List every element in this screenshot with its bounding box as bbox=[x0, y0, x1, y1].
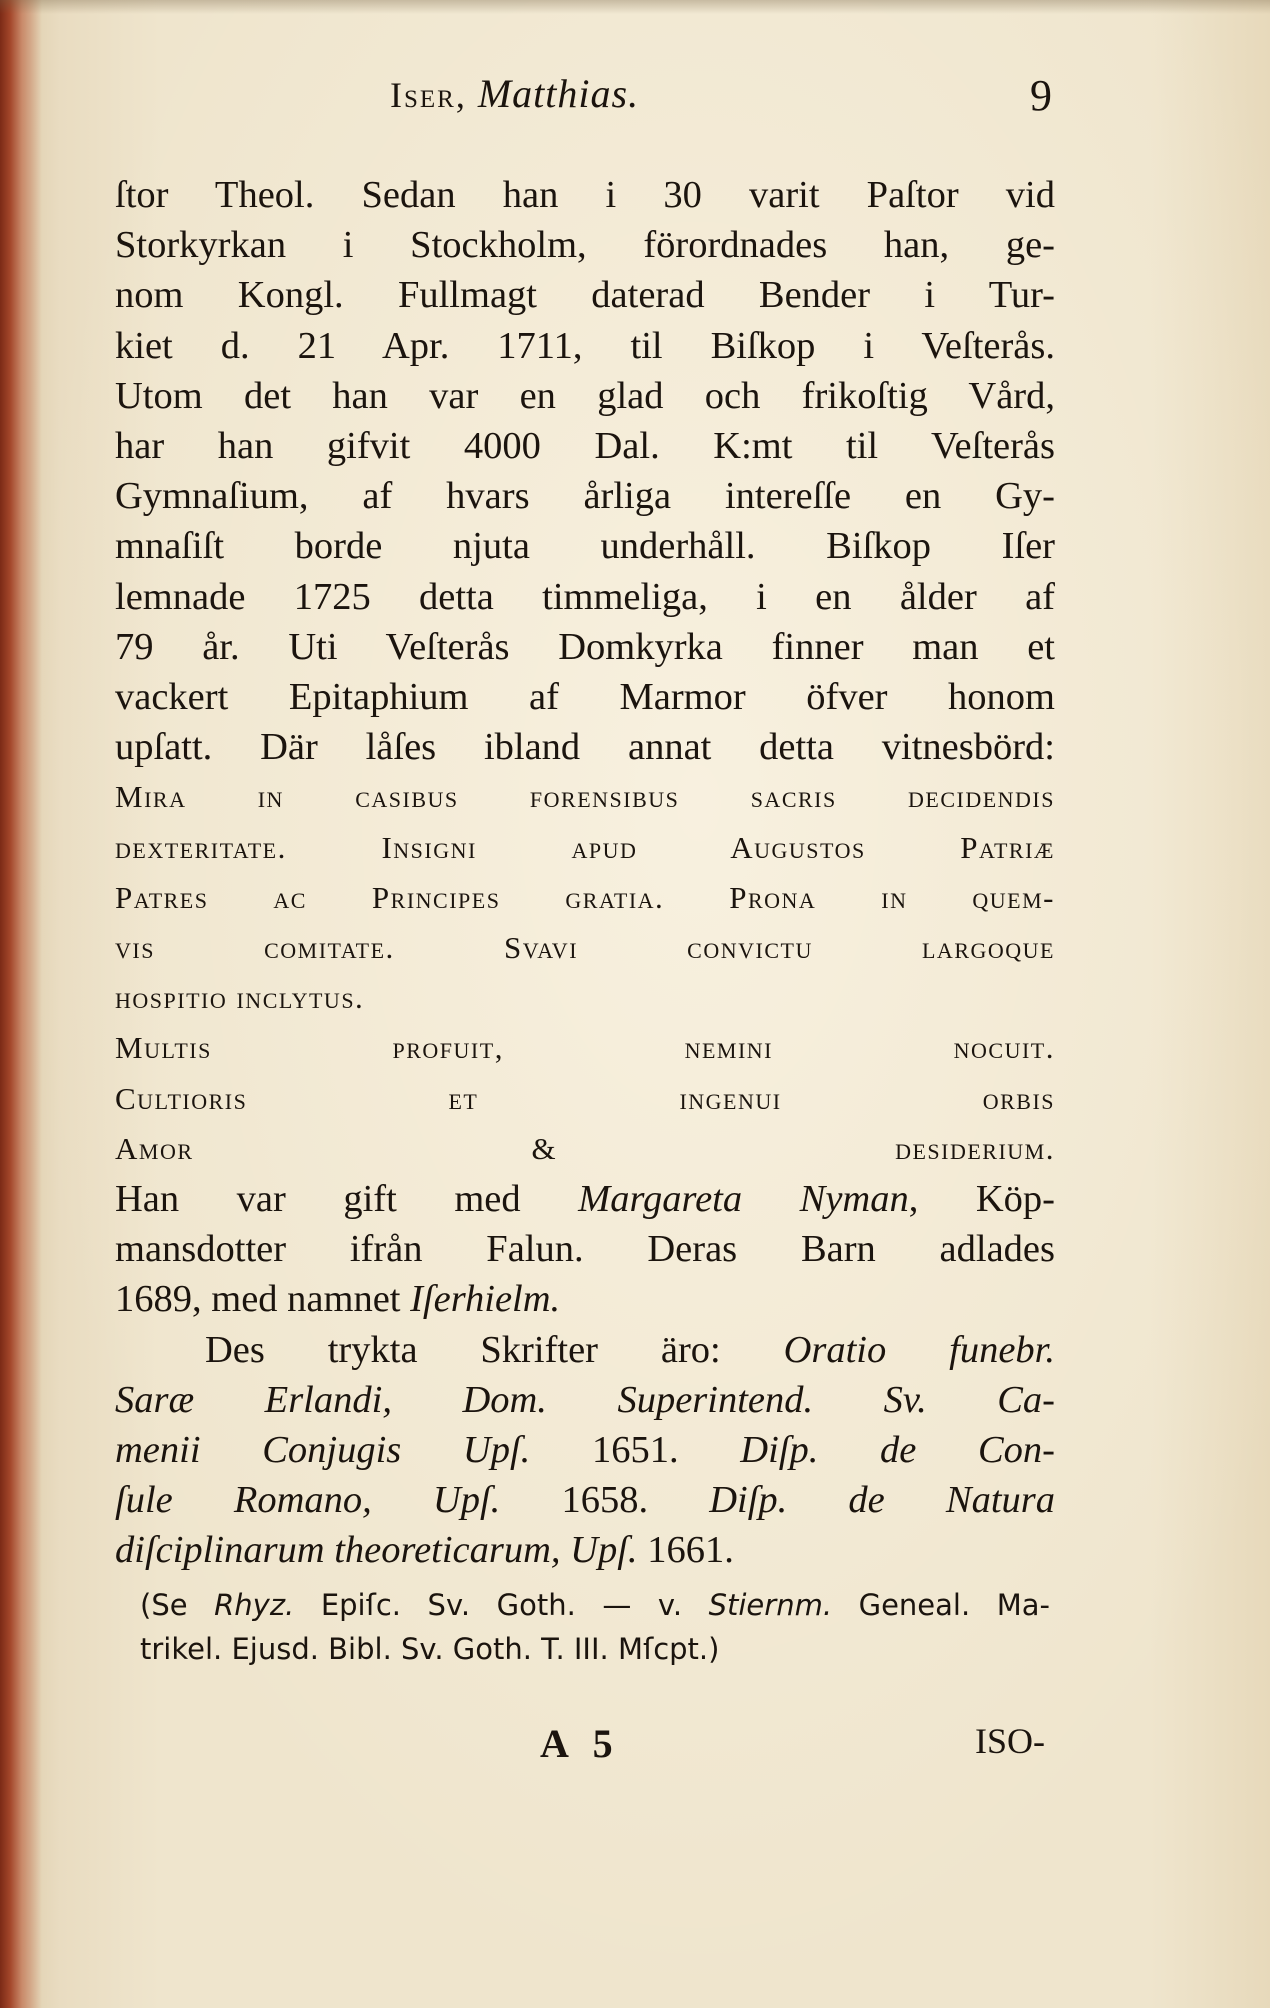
text-line: ſtor Theol. Sedan han i 30 varit Paſtor vid bbox=[115, 174, 1055, 216]
running-head-name: Iser, bbox=[390, 75, 467, 115]
note-author: Rhyz. bbox=[214, 1588, 295, 1622]
marriage-line bbox=[115, 1274, 1055, 1324]
signature-mark: A 5 bbox=[540, 1721, 621, 1766]
page-edge-stain bbox=[0, 0, 42, 2008]
writing-title: Oratio funebr. bbox=[783, 1328, 1055, 1371]
inscription-line: Mira in casibus forensibus sacris decidendis bbox=[115, 779, 1055, 815]
page-edge-shadow bbox=[0, 0, 1270, 14]
text-line: har han gifvit 4000 Dal. K:mt til Veſterås bbox=[115, 425, 1055, 468]
writing-year: 1658. bbox=[561, 1479, 710, 1522]
page-number: 9 bbox=[1030, 71, 1052, 120]
inscription-line: Patres ac Principes gratia. Prona in quem- bbox=[115, 879, 1055, 915]
marriage-line bbox=[115, 1174, 1055, 1224]
ennobled-name: Iſerhielm. bbox=[410, 1278, 561, 1321]
running-header bbox=[0, 70, 1270, 120]
writings-line bbox=[115, 1425, 1055, 1475]
marriage-text: , Köp- bbox=[908, 1178, 1055, 1221]
running-head-title bbox=[390, 70, 639, 117]
text-line: upſatt. Där låſes ibland annat detta vitnesbörd: bbox=[115, 726, 1055, 769]
note-text: Geneal. Ma- bbox=[832, 1588, 1050, 1622]
running-head-given-name: Matthias. bbox=[477, 71, 640, 116]
inscription-centered-line: Cultioris et ingenui orbis bbox=[115, 1080, 1055, 1116]
writings-line bbox=[115, 1325, 1055, 1375]
inscription-line: hospitio inclytus. bbox=[115, 980, 365, 1016]
note-text: (Se bbox=[140, 1588, 215, 1622]
text-line: mnaſiſt borde njuta underhåll. Biſkop Iſer bbox=[115, 525, 1055, 568]
text-line: lemnade 1725 detta timmeliga, i en ålder af bbox=[115, 575, 1055, 618]
writing-title: Diſp. de Natura bbox=[709, 1479, 1055, 1522]
text-line: kiet d. 21 Apr. 1711, til Biſkop i Veſterås. bbox=[115, 324, 1055, 367]
text-line: Storkyrkan i Stockholm, förordnades han, ge- bbox=[115, 224, 1055, 267]
inscription-line: dexteritate. Insigni apud Augustos Patriæ bbox=[115, 829, 1055, 865]
source-note bbox=[140, 1583, 1050, 1671]
text-line: nom Kongl. Fullmagt daterad Bender i Tur- bbox=[115, 274, 1055, 317]
writing-year: 1661. bbox=[647, 1529, 734, 1572]
body-text bbox=[115, 170, 1055, 1576]
writings-line: Saræ Erlandi, Dom. Superintend. Sv. Ca- bbox=[115, 1378, 1055, 1421]
writings-line bbox=[115, 1525, 1055, 1575]
writing-title: Diſp. de Con- bbox=[740, 1429, 1056, 1472]
text-line: Gymnaſium, af hvars årliga intereſſe en Gy- bbox=[115, 475, 1055, 518]
marriage-text: Han var gift med bbox=[115, 1178, 579, 1221]
writings-text: Des trykta Skrifter äro: bbox=[205, 1328, 784, 1371]
writing-title: menii Conjugis Upſ. bbox=[115, 1429, 592, 1472]
page-footer bbox=[0, 1720, 1270, 1770]
text-line: 79 år. Uti Veſterås Domkyrka finner man et bbox=[115, 625, 1055, 668]
writing-title: ſule Romano, Upſ. bbox=[115, 1479, 562, 1522]
inscription-centered-line: Amor & desiderium. bbox=[115, 1130, 1055, 1166]
inscription-line: vis comitate. Svavi convictu largoque bbox=[115, 930, 1055, 966]
text-line: Utom det han var en glad och frikoſtig Vård, bbox=[115, 374, 1055, 417]
spouse-name: Margareta Nyman bbox=[578, 1178, 909, 1221]
writing-year: 1651. bbox=[591, 1429, 741, 1472]
note-line bbox=[140, 1583, 1050, 1627]
note-text: Epiſc. Sv. Goth. — v. bbox=[294, 1588, 709, 1622]
writings-line bbox=[115, 1475, 1055, 1525]
marriage-text: 1689, med namnet bbox=[115, 1278, 411, 1321]
note-line: trikel. Ejusd. Bibl. Sv. Goth. T. III. Mſcpt.) bbox=[140, 1632, 720, 1666]
catchword: ISO- bbox=[975, 1721, 1045, 1761]
note-author: Stiernm. bbox=[708, 1588, 833, 1622]
text-line: vackert Epitaphium af Marmor öfver honom bbox=[115, 676, 1055, 719]
marriage-line: mansdotter ifrån Falun. Deras Barn adlades bbox=[115, 1228, 1055, 1271]
inscription-centered-line: Multis profuit, nemini nocuit. bbox=[115, 1030, 1055, 1066]
writing-title: diſciplinarum theoreticarum, Upſ. bbox=[115, 1529, 648, 1572]
